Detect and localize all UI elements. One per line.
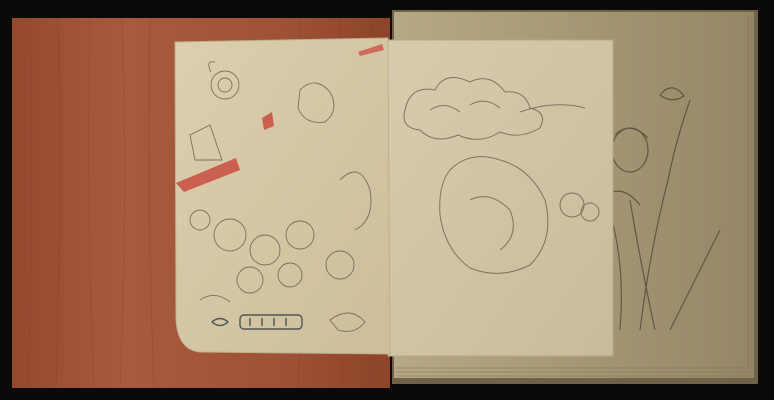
left-page [175, 38, 390, 354]
middle-page [388, 40, 613, 356]
